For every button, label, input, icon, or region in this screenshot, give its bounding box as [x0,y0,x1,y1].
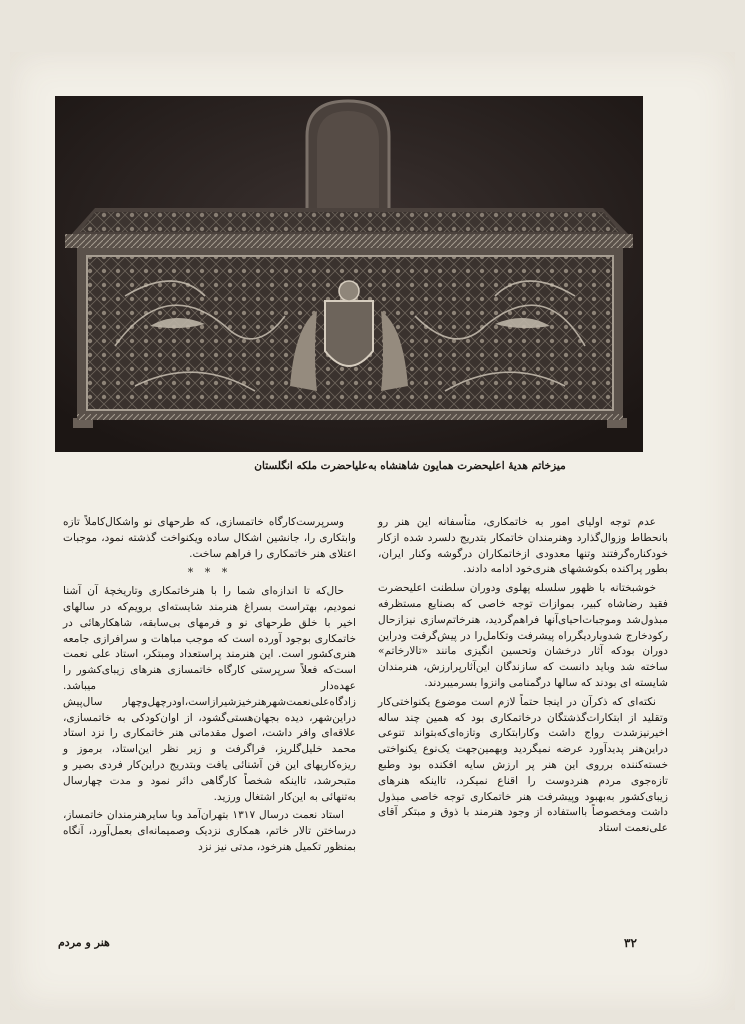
paragraph: خوشبختانه با ظهور سلسله پهلوی ودوران سلطنت اعلیحضرت فقید رضاشاه کبیر، بموازات توجه خاصی که بصنایع مستظرفه مبذول‌شد وموجبات‌احیای‌آنها فراهم‌گردید، هنرخاتم‌سازی نیزازحال رکودخارج شدوباردیگرراه پیشرفت وتکامل‌را در پیش‌گرفت ودراین دوران بودکه آثار درخشان وتحسین انگیزی مانند «تالارخاتم» ساخته شد وباید دانست که سازندگان این‌آثارپرارزش، هنرمندان شایسته ای بودند که سالها درگمنامی وانزوا بسرمیبردند. [378,582,668,689]
page-number: ۳۲ [624,936,637,950]
paragraph: حال‌که تا اندازه‌ای شما را با هنرخاتمکاری وتاریخچهٔ آن آشنا نمودیم، بهتراست بسراغ هنرمند شایسته‌ای برویم‌که در سالهای اخیر با خلق طرحهای نو و فرمهای بی‌سابقه، شاهکارهائی در خاتمکاری بوجود آورده است که موجب مباهات و سرافرازی جامعه هنری‌کشور است. این هنرمند پراستعداد ومبتکر، استاد علی نعمت است‌که فعلاً سرپرستی کارگاه خاتمسازی هنرهای زیبای‌کشور را عهده‌دار میباشد. زادگاه‌علی‌نعمت‌شهرهنرخیزشیرازاست،اودرچهل‌وچهار سال‌پیش دراین‌شهر، دیده بجهان‌هستی‌گشود، از اوان‌کودکی به خاتمسازی، علاقه‌ای وافر داشت، اصول مقدماتی هنر خاتمکاری را نزد استاد محمد خلیل‌گلریز، فراگرفت و زیر نظر این‌استاد، برموز و ریزه‌کاریهای این فن آشنائی یافت وبتدریج دراین‌کار فردی بصیر و متبحرشد، تااینکه شخصاً کارگاهی دائر نمود و مدت چهارسال به‌تنهائی به این‌کار اشتغال ورزید. [63,585,356,803]
text-column-left [63,515,356,859]
section-separator: * * * [187,566,232,580]
paragraph: عدم توجه اولیای امور به خاتمکاری، متأسفانه این هنر رو بانحطاط وزوال‌گذارد وهنرمندان خاتمکار بتدریج دلسرد شده ازکار خودکناره‌گرفتند وتنها معدودی ازخاتمکاران درگوشه وکنار ایران، بطور پراکنده بکوششهای هنری‌خود ادامه دادند. [378,516,668,576]
inlaid-chest-image [55,96,643,452]
paragraph: نکته‌ای که ذکرآن در اینجا حتماً لازم است موضوع یکنواختی‌کار وتقلید از ابتکارات‌گذشتگان درخاتمکاری بود که همین چند ساله اخیرنیزشدت رواج داشت وکارابتکاری وتازه‌ای‌که‌بتواند تنوعی دراین‌هنر پدیدآورد عرضه نمیگردید وبهمین‌جهت یک‌نوع یکنواختی خسته‌کننده برروی این هنر پر ارزش سایه افکنده بود وطبع تازه‌جوی مردم هنردوست را اقناع نمیکرد، تااینکه هنرهای زیبای‌کشور به‌بهبود وپیشرفت هنر خاتمکاری توجه خاصی مبذول داشت ومخصوصاً بااستفاده از وجود هنرمند با ذوق و مبتکر آقای علی‌نعمت استاد [378,695,668,835]
text-column-right [378,515,668,840]
magazine-name: هنر و مردم [58,936,110,949]
paragraph: استاد نعمت درسال ۱۳۱۷ بتهران‌آمد وبا سایرهنرمندان خاتمساز، درساختن تالار خاتم، همکاری نزدیک وصمیمانه‌ای بعمل‌آورد، آنگاه بمنظور تکمیل هنرخود، مدتی نیز نزد [63,809,356,853]
photo-caption: میزخاتم هدیهٔ اعلیحضرت همایون شاهنشاه به‌علیاحضرت ملکه انگلستان [254,460,566,472]
paragraph: وسرپرست‌کارگاه خاتمسازی، که طرحهای نو واشکال‌کاملاً تازه وابتکاری را، جانشین اشکال ساده ویکنواخت گذشته نمود، موجبات اعتلای هنر خاتمکاری را فراهم ساخت. [63,516,356,560]
photo-inlaid-chest [55,96,643,452]
